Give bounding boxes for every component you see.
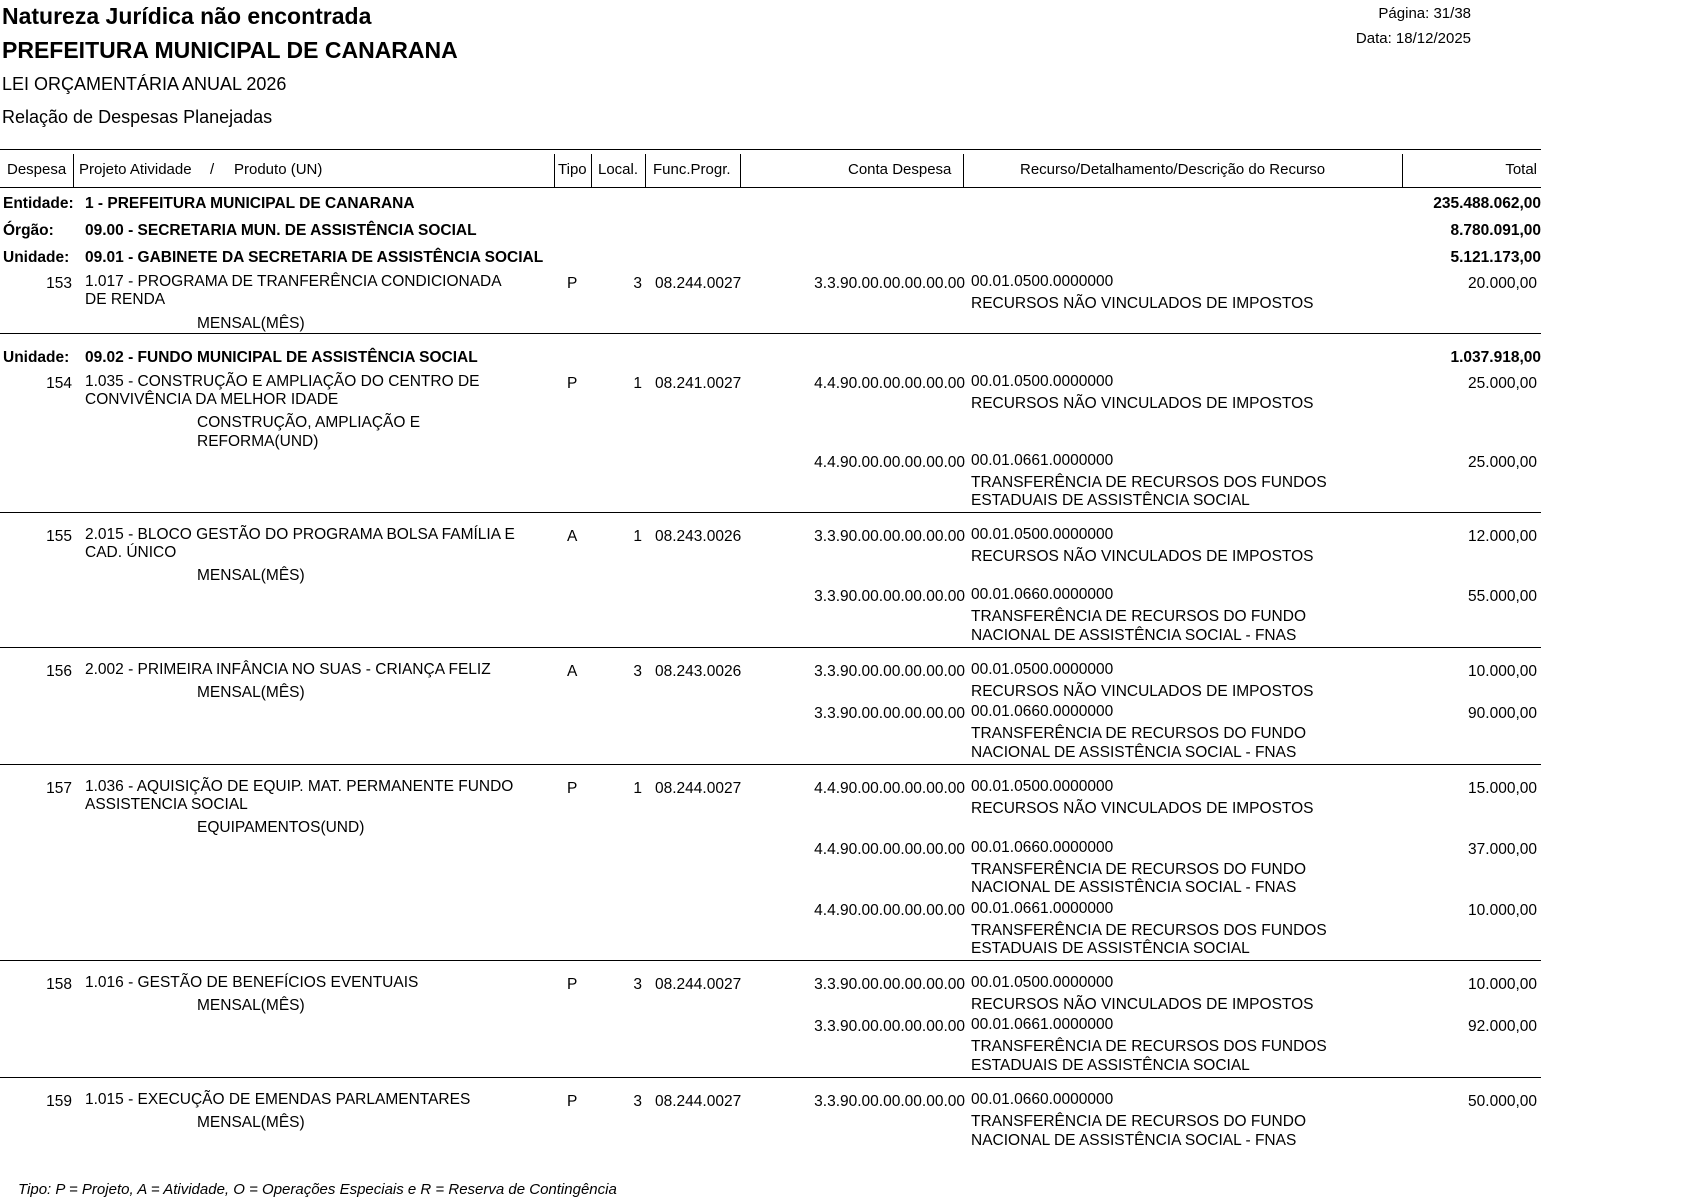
- projeto-line: CONVIVÊNCIA DA MELHOR IDADE: [85, 391, 339, 408]
- conta-value: 4.4.90.00.00.00.00.00: [814, 841, 965, 858]
- recurso-desc: RECURSOS NÃO VINCULADOS DE IMPOSTOS: [971, 295, 1314, 312]
- projeto-line: 1.036 - AQUISIÇÃO DE EQUIP. MAT. PERMANENTE FUNDO: [85, 778, 514, 795]
- conta-value: 3.3.90.00.00.00.00.00: [814, 663, 965, 680]
- tipo-value: P: [567, 375, 578, 392]
- col-divider: [1402, 154, 1403, 187]
- col-divider: [645, 154, 646, 187]
- func-value: 08.241.0027: [655, 375, 742, 392]
- local-value: 3: [633, 1093, 642, 1110]
- conta-total: 10.000,00: [1468, 976, 1537, 993]
- recurso-code: 00.01.0500.0000000: [971, 273, 1114, 290]
- recurso-desc: ESTADUAIS DE ASSISTÊNCIA SOCIAL: [971, 492, 1250, 509]
- conta-value: 4.4.90.00.00.00.00.00: [814, 780, 965, 797]
- recurso-desc: RECURSOS NÃO VINCULADOS DE IMPOSTOS: [971, 683, 1314, 700]
- projeto-line: DE RENDA: [85, 291, 166, 308]
- local-value: 3: [633, 275, 642, 292]
- func-value: 08.244.0027: [655, 275, 742, 292]
- col-slash: /: [210, 161, 215, 178]
- recurso-code: 00.01.0661.0000000: [971, 452, 1114, 469]
- col-divider: [963, 154, 964, 187]
- recurso-desc: RECURSOS NÃO VINCULADOS DE IMPOSTOS: [971, 395, 1314, 412]
- unidade-total: 5.121.173,00: [1450, 249, 1541, 266]
- col-tipo: Tipo: [558, 161, 587, 178]
- conta-total: 55.000,00: [1468, 588, 1537, 605]
- projeto-line: ASSISTENCIA SOCIAL: [85, 796, 248, 813]
- recurso-desc: TRANSFERÊNCIA DE RECURSOS DO FUNDO: [971, 725, 1307, 742]
- col-divider: [591, 154, 592, 187]
- law-title: LEI ORÇAMENTÁRIA ANUAL 2026: [2, 74, 287, 94]
- recurso-code: 00.01.0660.0000000: [971, 586, 1114, 603]
- conta-total: 25.000,00: [1468, 375, 1537, 392]
- recurso-desc: RECURSOS NÃO VINCULADOS DE IMPOSTOS: [971, 548, 1314, 565]
- recurso-desc: NACIONAL DE ASSISTÊNCIA SOCIAL - FNAS: [971, 627, 1297, 644]
- func-value: 08.244.0027: [655, 1093, 742, 1110]
- recurso-desc: TRANSFERÊNCIA DE RECURSOS DOS FUNDOS: [971, 922, 1327, 939]
- col-divider: [554, 154, 555, 187]
- tipo-value: P: [567, 780, 578, 797]
- unidade-label: Unidade:: [3, 349, 70, 366]
- municipality-name: PREFEITURA MUNICIPAL DE CANARANA: [2, 37, 458, 63]
- local-value: 1: [633, 780, 642, 797]
- recurso-desc: TRANSFERÊNCIA DE RECURSOS DOS FUNDOS: [971, 1038, 1327, 1055]
- conta-total: 10.000,00: [1468, 663, 1537, 680]
- conta-value: 4.4.90.00.00.00.00.00: [814, 454, 965, 471]
- conta-value: 4.4.90.00.00.00.00.00: [814, 375, 965, 392]
- col-func: Func.Progr.: [653, 161, 731, 178]
- projeto-line: 1.035 - CONSTRUÇÃO E AMPLIAÇÃO DO CENTRO DE: [85, 373, 480, 390]
- conta-total: 12.000,00: [1468, 528, 1537, 545]
- conta-value: 4.4.90.00.00.00.00.00: [814, 902, 965, 919]
- tipo-legend: Tipo: P = Projeto, A = Atividade, O = Operações Especiais e R = Reserva de Contingência: [18, 1181, 617, 1198]
- despesa-number: 154: [46, 375, 72, 392]
- local-value: 3: [633, 976, 642, 993]
- recurso-code: 00.01.0500.0000000: [971, 526, 1114, 543]
- recurso-code: 00.01.0660.0000000: [971, 839, 1114, 856]
- recurso-desc: TRANSFERÊNCIA DE RECURSOS DO FUNDO: [971, 1113, 1307, 1130]
- table-header: [0, 149, 1541, 188]
- recurso-code: 00.01.0661.0000000: [971, 900, 1114, 917]
- func-value: 08.244.0027: [655, 976, 742, 993]
- produto-line: MENSAL(MÊS): [197, 567, 305, 584]
- conta-value: 3.3.90.00.00.00.00.00: [814, 1018, 965, 1035]
- row-divider: [0, 647, 1541, 648]
- row-divider: [0, 764, 1541, 765]
- recurso-desc: TRANSFERÊNCIA DE RECURSOS DOS FUNDOS: [971, 474, 1327, 491]
- col-total: Total: [1505, 161, 1537, 178]
- conta-total: 50.000,00: [1468, 1093, 1537, 1110]
- row-divider: [0, 512, 1541, 513]
- entidade-name: 1 - PREFEITURA MUNICIPAL DE CANARANA: [85, 195, 415, 212]
- unidade-total: 1.037.918,00: [1450, 349, 1541, 366]
- projeto-line: 2.015 - BLOCO GESTÃO DO PROGRAMA BOLSA FAMÍLIA E: [85, 526, 515, 543]
- unidade-label: Unidade:: [3, 249, 70, 266]
- report-date: Data: 18/12/2025: [1355, 30, 1471, 47]
- col-despesa: Despesa: [7, 161, 67, 178]
- despesa-number: 159: [46, 1093, 72, 1110]
- col-produto: Produto (UN): [234, 161, 323, 178]
- row-divider: [0, 960, 1541, 961]
- tipo-value: P: [567, 976, 578, 993]
- produto-line: REFORMA(UND): [197, 433, 319, 450]
- produto-line: MENSAL(MÊS): [197, 1114, 305, 1131]
- orgao-name: 09.00 - SECRETARIA MUN. DE ASSISTÊNCIA SOCIAL: [85, 222, 477, 239]
- row-divider: [0, 333, 1541, 334]
- despesa-number: 153: [46, 275, 72, 292]
- conta-total: 20.000,00: [1468, 275, 1537, 292]
- recurso-desc: ESTADUAIS DE ASSISTÊNCIA SOCIAL: [971, 940, 1250, 957]
- tipo-value: A: [567, 663, 578, 680]
- entidade-label: Entidade:: [3, 195, 74, 212]
- unidade-name: 09.01 - GABINETE DA SECRETARIA DE ASSISTÊNCIA SOCIAL: [85, 249, 544, 266]
- recurso-desc: NACIONAL DE ASSISTÊNCIA SOCIAL - FNAS: [971, 879, 1297, 896]
- conta-value: 3.3.90.00.00.00.00.00: [814, 588, 965, 605]
- recurso-code: 00.01.0660.0000000: [971, 1091, 1114, 1108]
- conta-value: 3.3.90.00.00.00.00.00: [814, 705, 965, 722]
- recurso-code: 00.01.0500.0000000: [971, 373, 1114, 390]
- conta-total: 15.000,00: [1468, 780, 1537, 797]
- produto-line: EQUIPAMENTOS(UND): [197, 819, 365, 836]
- col-divider: [740, 154, 741, 187]
- projeto-line: 2.002 - PRIMEIRA INFÂNCIA NO SUAS - CRIANÇA FELIZ: [85, 661, 491, 678]
- projeto-line: 1.016 - GESTÃO DE BENEFÍCIOS EVENTUAIS: [85, 974, 419, 991]
- produto-line: MENSAL(MÊS): [197, 997, 305, 1014]
- conta-value: 3.3.90.00.00.00.00.00: [814, 1093, 965, 1110]
- row-divider: [0, 1077, 1541, 1078]
- orgao-label: Órgão:: [3, 222, 54, 239]
- recurso-code: 00.01.0500.0000000: [971, 974, 1114, 991]
- tipo-value: A: [567, 528, 578, 545]
- orgao-total: 8.780.091,00: [1450, 222, 1541, 239]
- conta-total: 37.000,00: [1468, 841, 1537, 858]
- produto-line: CONSTRUÇÃO, AMPLIAÇÃO E: [197, 414, 421, 431]
- conta-total: 25.000,00: [1468, 454, 1537, 471]
- conta-total: 90.000,00: [1468, 705, 1537, 722]
- recurso-code: 00.01.0500.0000000: [971, 778, 1114, 795]
- produto-line: MENSAL(MÊS): [197, 315, 305, 332]
- recurso-desc: TRANSFERÊNCIA DE RECURSOS DO FUNDO: [971, 608, 1307, 625]
- local-value: 1: [633, 528, 642, 545]
- report-title: Natureza Jurídica não encontrada: [2, 3, 372, 29]
- col-recurso: Recurso/Detalhamento/Descrição do Recurso: [1020, 161, 1326, 178]
- func-value: 08.243.0026: [655, 528, 742, 545]
- col-local: Local.: [598, 161, 639, 178]
- unidade-name: 09.02 - FUNDO MUNICIPAL DE ASSISTÊNCIA SOCIAL: [85, 349, 478, 366]
- col-conta: Conta Despesa: [848, 161, 952, 178]
- conta-total: 10.000,00: [1468, 902, 1537, 919]
- recurso-desc: RECURSOS NÃO VINCULADOS DE IMPOSTOS: [971, 996, 1314, 1013]
- local-value: 3: [633, 663, 642, 680]
- recurso-desc: NACIONAL DE ASSISTÊNCIA SOCIAL - FNAS: [971, 1132, 1297, 1149]
- page-number: Página: 31/38: [1378, 5, 1471, 22]
- projeto-line: CAD. ÚNICO: [85, 544, 177, 561]
- despesa-number: 155: [46, 528, 72, 545]
- despesa-number: 157: [46, 780, 72, 797]
- recurso-desc: TRANSFERÊNCIA DE RECURSOS DO FUNDO: [971, 861, 1307, 878]
- tipo-value: P: [567, 1093, 578, 1110]
- projeto-line: 1.015 - EXECUÇÃO DE EMENDAS PARLAMENTARES: [85, 1091, 471, 1108]
- col-projeto: Projeto Atividade: [79, 161, 192, 178]
- tipo-value: P: [567, 275, 578, 292]
- recurso-desc: RECURSOS NÃO VINCULADOS DE IMPOSTOS: [971, 800, 1314, 817]
- conta-total: 92.000,00: [1468, 1018, 1537, 1035]
- col-divider: [73, 154, 74, 187]
- conta-value: 3.3.90.00.00.00.00.00: [814, 976, 965, 993]
- conta-value: 3.3.90.00.00.00.00.00: [814, 275, 965, 292]
- recurso-code: 00.01.0500.0000000: [971, 661, 1114, 678]
- func-value: 08.243.0026: [655, 663, 742, 680]
- entidade-total: 235.488.062,00: [1433, 195, 1541, 212]
- recurso-desc: ESTADUAIS DE ASSISTÊNCIA SOCIAL: [971, 1057, 1250, 1074]
- conta-value: 3.3.90.00.00.00.00.00: [814, 528, 965, 545]
- produto-line: MENSAL(MÊS): [197, 684, 305, 701]
- despesa-number: 156: [46, 663, 72, 680]
- func-value: 08.244.0027: [655, 780, 742, 797]
- recurso-code: 00.01.0660.0000000: [971, 703, 1114, 720]
- projeto-line: 1.017 - PROGRAMA DE TRANFERÊNCIA CONDICIONADA: [85, 273, 502, 290]
- recurso-desc: NACIONAL DE ASSISTÊNCIA SOCIAL - FNAS: [971, 744, 1297, 761]
- report-subtitle: Relação de Despesas Planejadas: [2, 107, 273, 127]
- local-value: 1: [633, 375, 642, 392]
- recurso-code: 00.01.0661.0000000: [971, 1016, 1114, 1033]
- despesa-number: 158: [46, 976, 72, 993]
